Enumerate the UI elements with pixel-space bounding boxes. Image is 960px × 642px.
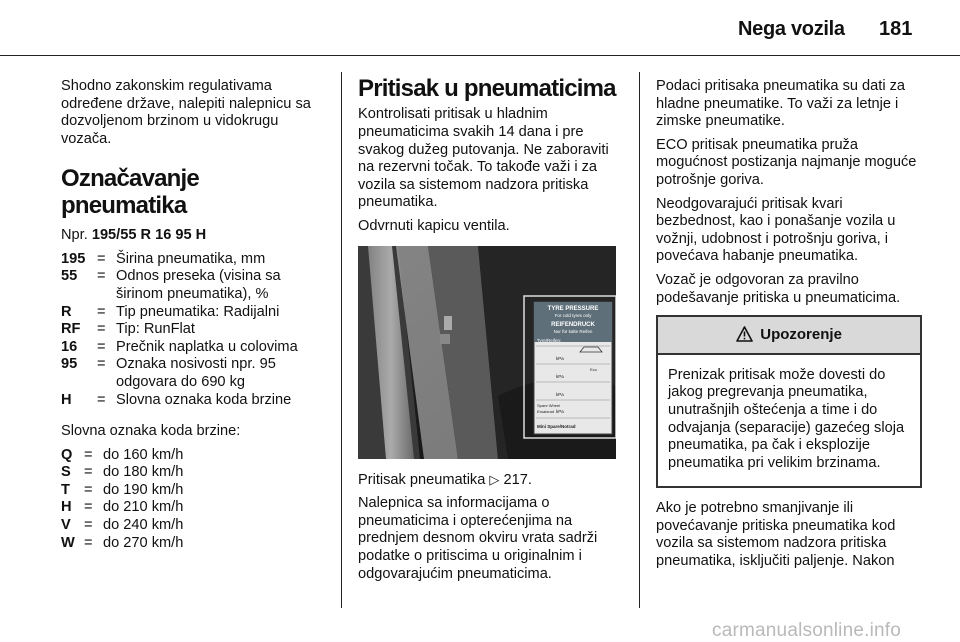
code-description: Širina pneumatika, mm	[116, 250, 266, 267]
code-key: RF	[61, 321, 81, 338]
code-description: Odnos preseka (visina sa širinom pneumatika), %	[116, 268, 281, 302]
label-text-reifendruck: REIFENDRUCK	[551, 321, 595, 328]
header-divider	[0, 55, 960, 56]
speed-code-table	[61, 447, 183, 553]
code-description: do 160 km/h	[103, 446, 184, 463]
warning-title: Upozorenje	[760, 326, 842, 344]
code-description: Oznaka nosivosti npr. 95 odgovara do 690 kg	[116, 356, 276, 390]
code-equals: =	[97, 391, 106, 408]
label-ersatzrad: Ersatzrad	[537, 408, 555, 414]
code-key: H	[61, 499, 72, 516]
label-unit-1: kPa	[556, 355, 564, 361]
code-description: Tip: RunFlat	[116, 321, 195, 338]
door-frame-illustration	[358, 246, 616, 459]
code-equals: =	[84, 499, 93, 516]
code-key: Q	[61, 446, 73, 463]
tyre-example-prefix: Npr.	[61, 227, 88, 244]
right-paragraph-3: Neodgovarajući pritisak kvari bezbednost, kao i ponašanje vozila u vožnji, udobnost i potrošnju goriva, i povećava habanje pneumatika.	[656, 195, 896, 265]
pressure-paragraph-1: Kontrolisati pritisak u hladnim pneumaticima svakih 14 dana i pre svakog dužeg putovanja. Ne zaboraviti na rezervni točak. To takođe važi i za vozila sa sistemom nadzora pritiska pneumatika.	[358, 106, 609, 211]
column-divider-2	[639, 72, 640, 608]
code-key: T	[61, 481, 70, 498]
tyre-code-row	[61, 268, 329, 303]
right-paragraph-5: Ako je potrebno smanjivanje ili povećavanje pritiska pneumatika kod vozila sa sistemom nadzora pritiska pneumatika, isključiti paljenje. Nakon	[656, 500, 896, 570]
label-text-cold-tyres: For cold tyres only	[554, 312, 592, 318]
label-unit-3: kPa	[556, 391, 564, 397]
section-heading-tyre-marking: Označavanje pneumatika	[61, 165, 199, 219]
code-description: do 180 km/h	[103, 464, 184, 481]
pressure-reference-text: Pritisak pneumatika	[358, 471, 486, 488]
left-column	[61, 78, 329, 566]
code-key: 195	[61, 250, 86, 267]
code-description: do 210 km/h	[103, 499, 184, 516]
warning-triangle-icon	[736, 326, 753, 342]
code-description: do 190 km/h	[103, 481, 184, 498]
speed-code-row	[61, 447, 183, 465]
label-unit-2: kPa	[556, 373, 564, 379]
code-key: S	[61, 464, 71, 481]
middle-column	[358, 75, 628, 589]
code-description: Tip pneumatika: Radijalni	[116, 303, 280, 320]
code-equals: =	[97, 321, 106, 338]
label-mini-spare: Mini Spare/Notrad	[537, 423, 576, 429]
code-equals: =	[97, 250, 106, 267]
right-paragraph-1: Podaci pritisaka pneumatika su dati za hladne pneumatike. To važi za letnje i zimske pneumatike.	[656, 78, 906, 130]
code-key: V	[61, 517, 71, 534]
label-info-paragraph: Nalepnica sa informacijama o pneumaticima i opterećenjima na prednjem desnom okviru vrata sadrži podatke o pritiscima u originalnim i odgovarajućim pneumaticima.	[358, 495, 598, 582]
pressure-paragraph-2: Odvrnuti kapicu ventila.	[358, 217, 510, 234]
right-paragraph-4: Vozač je odgovoran za pravilno podešavanje pritiska u pneumaticima.	[656, 271, 901, 306]
code-equals: =	[84, 446, 93, 463]
code-equals: =	[97, 268, 106, 285]
code-description: Slovna oznaka koda brzine	[116, 391, 292, 408]
tyre-example-value: 195/55 R 16 95 H	[91, 227, 207, 244]
tyre-code-table	[61, 251, 329, 409]
code-equals: =	[84, 481, 93, 498]
code-description: do 270 km/h	[103, 534, 184, 551]
code-description: Prečnik naplatka u colovima	[116, 338, 298, 355]
speed-code-row	[61, 499, 183, 517]
speed-code-row	[61, 464, 183, 482]
code-equals: =	[84, 464, 93, 481]
label-text-tyre-reifen: Tyre/Reifen:	[537, 337, 562, 343]
code-key: R	[61, 303, 72, 320]
pressure-reference-page[interactable]: 217.	[503, 471, 532, 488]
page-number: 181	[879, 18, 913, 40]
warning-text: Prenizak pritisak može dovesti do jakog pregrevanja pneumatika, unutrašnjih oštećenja a time i do odvajanja (separacije) gazećeg sloja pneumatika, pa čak i eksplozije pneumatika pri velikim brzinama.	[668, 366, 905, 471]
section-heading-tyre-pressure: Pritisak u pneumaticima	[358, 75, 616, 102]
code-key: 95	[61, 356, 78, 373]
speed-code-row	[61, 535, 183, 553]
label-eco: Eco	[590, 366, 597, 372]
tyre-code-row	[61, 339, 329, 357]
tyre-code-row	[61, 392, 329, 410]
cross-reference-icon: ▷	[489, 471, 500, 487]
code-key: W	[61, 534, 75, 551]
speed-code-intro: Slovna oznaka koda brzine:	[61, 423, 241, 440]
code-key: 16	[61, 338, 78, 355]
page-header-title: Nega vozila	[738, 18, 845, 40]
code-equals: =	[84, 534, 93, 551]
right-paragraph-2: ECO pritisak pneumatika pruža mogućnost postizanja najmanje moguće potrošnje goriva.	[656, 136, 917, 188]
watermark: carmanualsonline.info	[712, 620, 902, 641]
right-column	[656, 78, 926, 577]
label-unit-4: kPa	[556, 408, 564, 414]
warning-header	[658, 317, 920, 355]
code-equals: =	[97, 356, 106, 373]
tyre-code-row	[61, 251, 329, 269]
code-key: H	[61, 391, 72, 408]
label-text-tyre-pressure: TYRE PRESSURE	[547, 305, 599, 312]
speed-code-row	[61, 482, 183, 500]
door-frame-label-photo	[358, 246, 616, 459]
tyre-code-row	[61, 356, 329, 391]
speed-code-row	[61, 517, 183, 535]
code-equals: =	[97, 303, 106, 320]
code-equals: =	[84, 517, 93, 534]
tyre-example	[61, 227, 329, 245]
code-equals: =	[97, 338, 106, 355]
code-description: do 240 km/h	[103, 517, 184, 534]
pressure-reference	[358, 471, 628, 490]
label-spare-wheel: Spare Wheel	[537, 402, 561, 408]
warning-box	[656, 315, 922, 488]
label-text-kalte-reifen: Nur für kalte Reifen	[553, 328, 593, 334]
code-key: 55	[61, 268, 78, 285]
intro-paragraph: Shodno zakonskim regulativama određene države, nalepiti nalepnicu sa dozvoljenom brzinom u vidokrugu vozača.	[61, 78, 311, 147]
tyre-code-row	[61, 304, 329, 322]
tyre-code-row	[61, 321, 329, 339]
column-divider-1	[341, 72, 342, 608]
